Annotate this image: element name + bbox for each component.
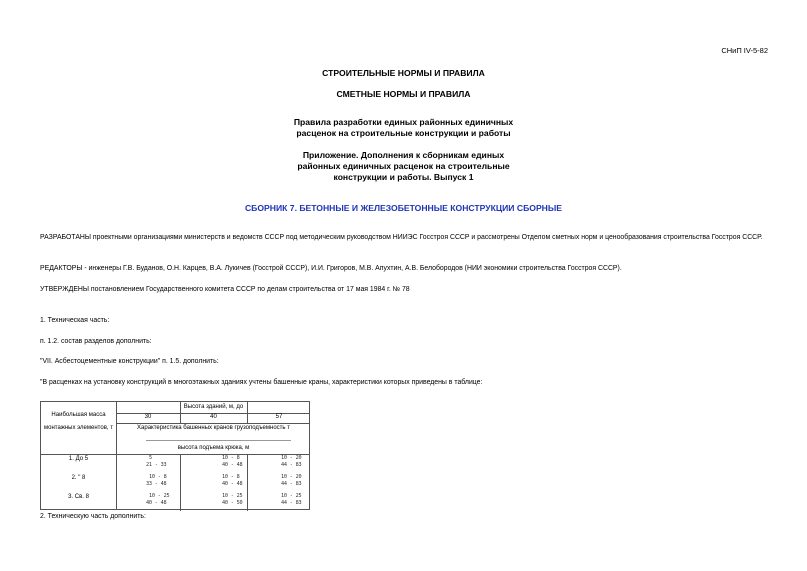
- collection-title: СБОРНИК 7. БЕТОННЫЕ И ЖЕЛЕЗОБЕТОННЫЕ КОНСТРУКЦИИ СБОРНЫЕ: [244, 203, 563, 213]
- crane-table: [40, 401, 310, 510]
- subtitle: СМЕТНЫЕ НОРМЫ И ПРАВИЛА: [336, 89, 471, 99]
- table-cell: 40 - 48: [146, 500, 167, 506]
- row-header-line-1: Наибольшая масса: [51, 412, 106, 418]
- height-57: 57: [275, 414, 283, 420]
- appendix-title-line-2: районных единичных расценок на строительные: [297, 161, 510, 171]
- height-30: 30: [144, 414, 152, 420]
- table-cell: 5: [149, 455, 152, 461]
- table-cell: 10 - 25: [281, 493, 302, 499]
- height-40: 40: [210, 414, 217, 420]
- row-label: 2. " 8: [71, 475, 86, 481]
- table-cell: 10 - 8: [222, 455, 240, 461]
- item-section-vii: "VII. Асбестоцементные конструкции" п. 1.5. дополнить:: [40, 358, 219, 365]
- appendix-title: [0, 150, 807, 183]
- table-cell: 10 - 8: [149, 474, 167, 480]
- row-header: [41, 411, 116, 433]
- rules-title: [0, 117, 807, 139]
- table-cell: 10 - 8: [222, 474, 240, 480]
- table-cell: 21 - 33: [146, 462, 167, 468]
- item-technical-part-2: 2. Техническую часть дополнить:: [40, 513, 146, 520]
- table-cell: 10 - 20: [281, 455, 302, 461]
- item-cranes-quote: "В расценках на установку конструкций в многоэтажных зданиях учтены башенные краны, характеристики которых приведены в таблице:: [40, 379, 483, 386]
- item-technical-part: 1. Техническая часть:: [40, 317, 110, 324]
- row-header-line-2: монтажных элементов, т: [44, 425, 113, 431]
- developed-paragraph: РАЗРАБОТАНЫ проектными организациями министерств и ведомств СССР под методическим руководством НИИЭС Госстроя СССР и рассмотрены Отделом сметных норм и ценообразования строительства Госстроя СССР.: [40, 234, 763, 241]
- height-header: Высота зданий, м, до: [183, 404, 244, 410]
- table-cell: 10 - 25: [149, 493, 170, 499]
- appendix-title-line-1: Приложение. Дополнения к сборникам единых: [302, 150, 505, 160]
- crane-header: Характеристика башенных кранов грузоподъемность т: [137, 425, 290, 431]
- main-title: СТРОИТЕЛЬНЫЕ НОРМЫ И ПРАВИЛА: [322, 68, 485, 78]
- editors-paragraph: РЕДАКТОРЫ - инженеры Г.В. Буданов, О.Н. Карцев, В.А. Лукичев (Госстрой СССР), И.И. Григоров, М.В. Апухтин, А.В. Белобородов (НИИ экономики строительства Госстроя СССР).: [40, 265, 622, 272]
- table-cell: 40 - 50: [222, 500, 243, 506]
- table-cell: 10 - 20: [281, 474, 302, 480]
- appendix-title-line-3: конструкции и работы. Выпуск 1: [333, 172, 474, 182]
- row-label: 3. Св. 8: [68, 494, 89, 500]
- item-sections-amend: п. 1.2. состав разделов дополнить:: [40, 338, 152, 345]
- table-cell: 44 - 83: [281, 500, 302, 506]
- table-cell: 10 - 25: [222, 493, 243, 499]
- table-cell: 40 - 48: [222, 462, 243, 468]
- rules-title-line-2: расценок на строительные конструкции и работы: [296, 128, 511, 138]
- rules-title-line-1: Правила разработки единых районных единичных: [293, 117, 514, 127]
- table-cell: 33 - 48: [146, 481, 167, 487]
- table-cell: 44 - 83: [281, 462, 302, 468]
- approved-paragraph: УТВЕРЖДЕНЫ постановлением Государственного комитета СССР по делам строительства от 17 мая 1984 г. № 78: [40, 286, 410, 293]
- document-code: СНиП IV-5-82: [721, 46, 768, 55]
- lift-header: высота подъема крюка, м: [177, 445, 250, 451]
- row-label: 1. До 5: [68, 456, 89, 462]
- table-cell: 44 - 83: [281, 481, 302, 487]
- table-cell: 40 - 48: [222, 481, 243, 487]
